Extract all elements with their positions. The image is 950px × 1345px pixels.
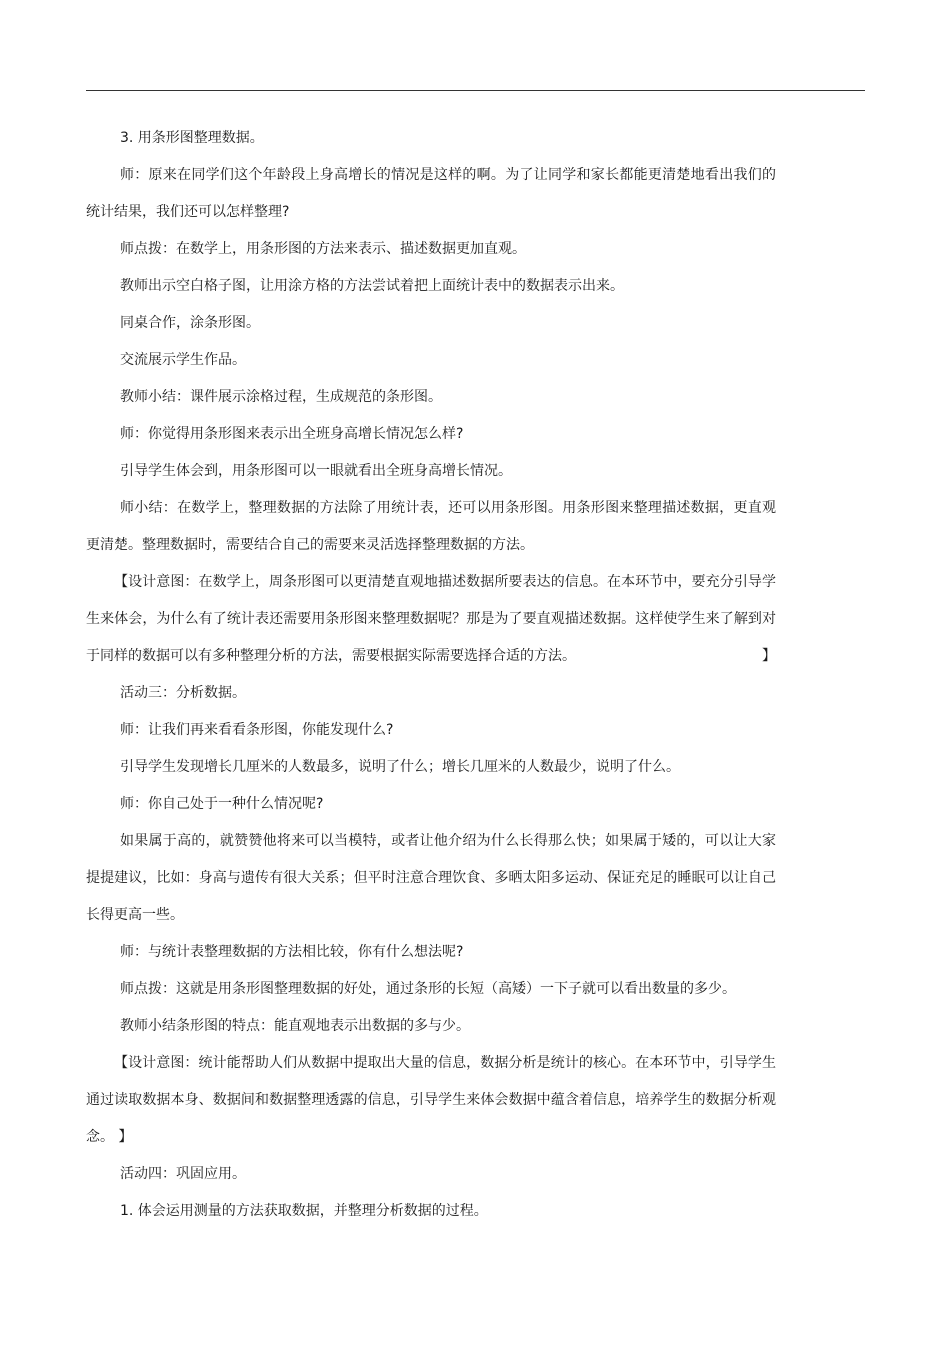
paragraph: 师：你觉得用条形图来表示出全班身高增长情况怎么样? — [120, 426, 464, 442]
paragraph: 教师小结条形图的特点：能直观地表示出数据的多与少。 — [120, 1018, 470, 1034]
paragraph: 师：让我们再来看看条形图，你能发现什么? — [120, 722, 394, 738]
paragraph: 师：你自己处于一种什么情况呢? — [120, 796, 324, 812]
paragraph: 师：原来在同学们这个年龄段上身高增长的情况是这样的啊。为了让同学和家长都能更清楚地看出我们的统计结果，我们还可以怎样整理? — [86, 167, 776, 220]
document-body — [86, 120, 776, 1230]
design-intent-2: 【设计意图：统计能帮助人们从数据中提取出大量的信息，数据分析是统计的核心。在本环节中，引导学生通过读取数据本身、数据间和数据整理透露的信息，引导学生来体会数据中蕴含着信息，培养学生的数据分析观念。 】 — [86, 1055, 776, 1145]
header-rule — [86, 90, 865, 91]
paragraph: 交流展示学生作品。 — [120, 352, 246, 368]
paragraph: 师点拨：这就是用条形图整理数据的好处，通过条形的长短（高矮）一下子就可以看出数量的多少。 — [120, 981, 736, 997]
paragraph: 引导学生发现增长几厘米的人数最多，说明了什么；增长几厘米的人数最少，说明了什么。 — [120, 759, 680, 775]
design-intent-1-close: 】 — [762, 648, 776, 664]
design-intent-1-text: 【设计意图：在数学上，周条形图可以更清楚直观地描述数据所要表达的信息。在本环节中，要充分引导学生来体会，为什么有了统计表还需要用条形图来整理数据呢？那是为了要直观描述数据。这样使学生来了解到对于同样的数据可以有多种整理分析的方法，需要根据实际需要选择合适的方法。 — [86, 574, 776, 664]
paragraph: 引导学生体会到，用条形图可以一眼就看出全班身高增长情况。 — [120, 463, 512, 479]
paragraph: 师点拨：在数学上，用条形图的方法来表示、描述数据更加直观。 — [120, 241, 526, 257]
paragraph: 师小结：在数学上，整理数据的方法除了用统计表，还可以用条形图。用条形图来整理描述数据，更直观更清楚。整理数据时，需要结合自己的需要来灵活选择整理数据的方法。 — [86, 500, 776, 553]
paragraph: 教师小结：课件展示涂格过程，生成规范的条形图。 — [120, 389, 442, 405]
paragraph: 师：与统计表整理数据的方法相比较，你有什么想法呢? — [120, 944, 464, 960]
activity-four-heading: 活动四：巩固应用。 — [120, 1166, 246, 1182]
design-intent-1 — [86, 564, 776, 675]
paragraph: 教师出示空白格子图，让用涂方格的方法尝试着把上面统计表中的数据表示出来。 — [120, 278, 624, 294]
paragraph: 同桌合作，涂条形图。 — [120, 315, 260, 331]
paragraph: 如果属于高的，就赞赞他将来可以当模特，或者让他介绍为什么长得那么快；如果属于矮的，可以让大家提提建议，比如：身高与遗传有很大关系；但平时注意合理饮食、多晒太阳多运动、保证充足的睡眠可以让自己长得更高一些。 — [86, 833, 776, 923]
activity-three-heading: 活动三：分析数据。 — [120, 685, 246, 701]
section-heading-bar-chart: 3. 用条形图整理数据。 — [120, 130, 264, 146]
paragraph: 1. 体会运用测量的方法获取数据，并整理分析数据的过程。 — [120, 1203, 488, 1219]
